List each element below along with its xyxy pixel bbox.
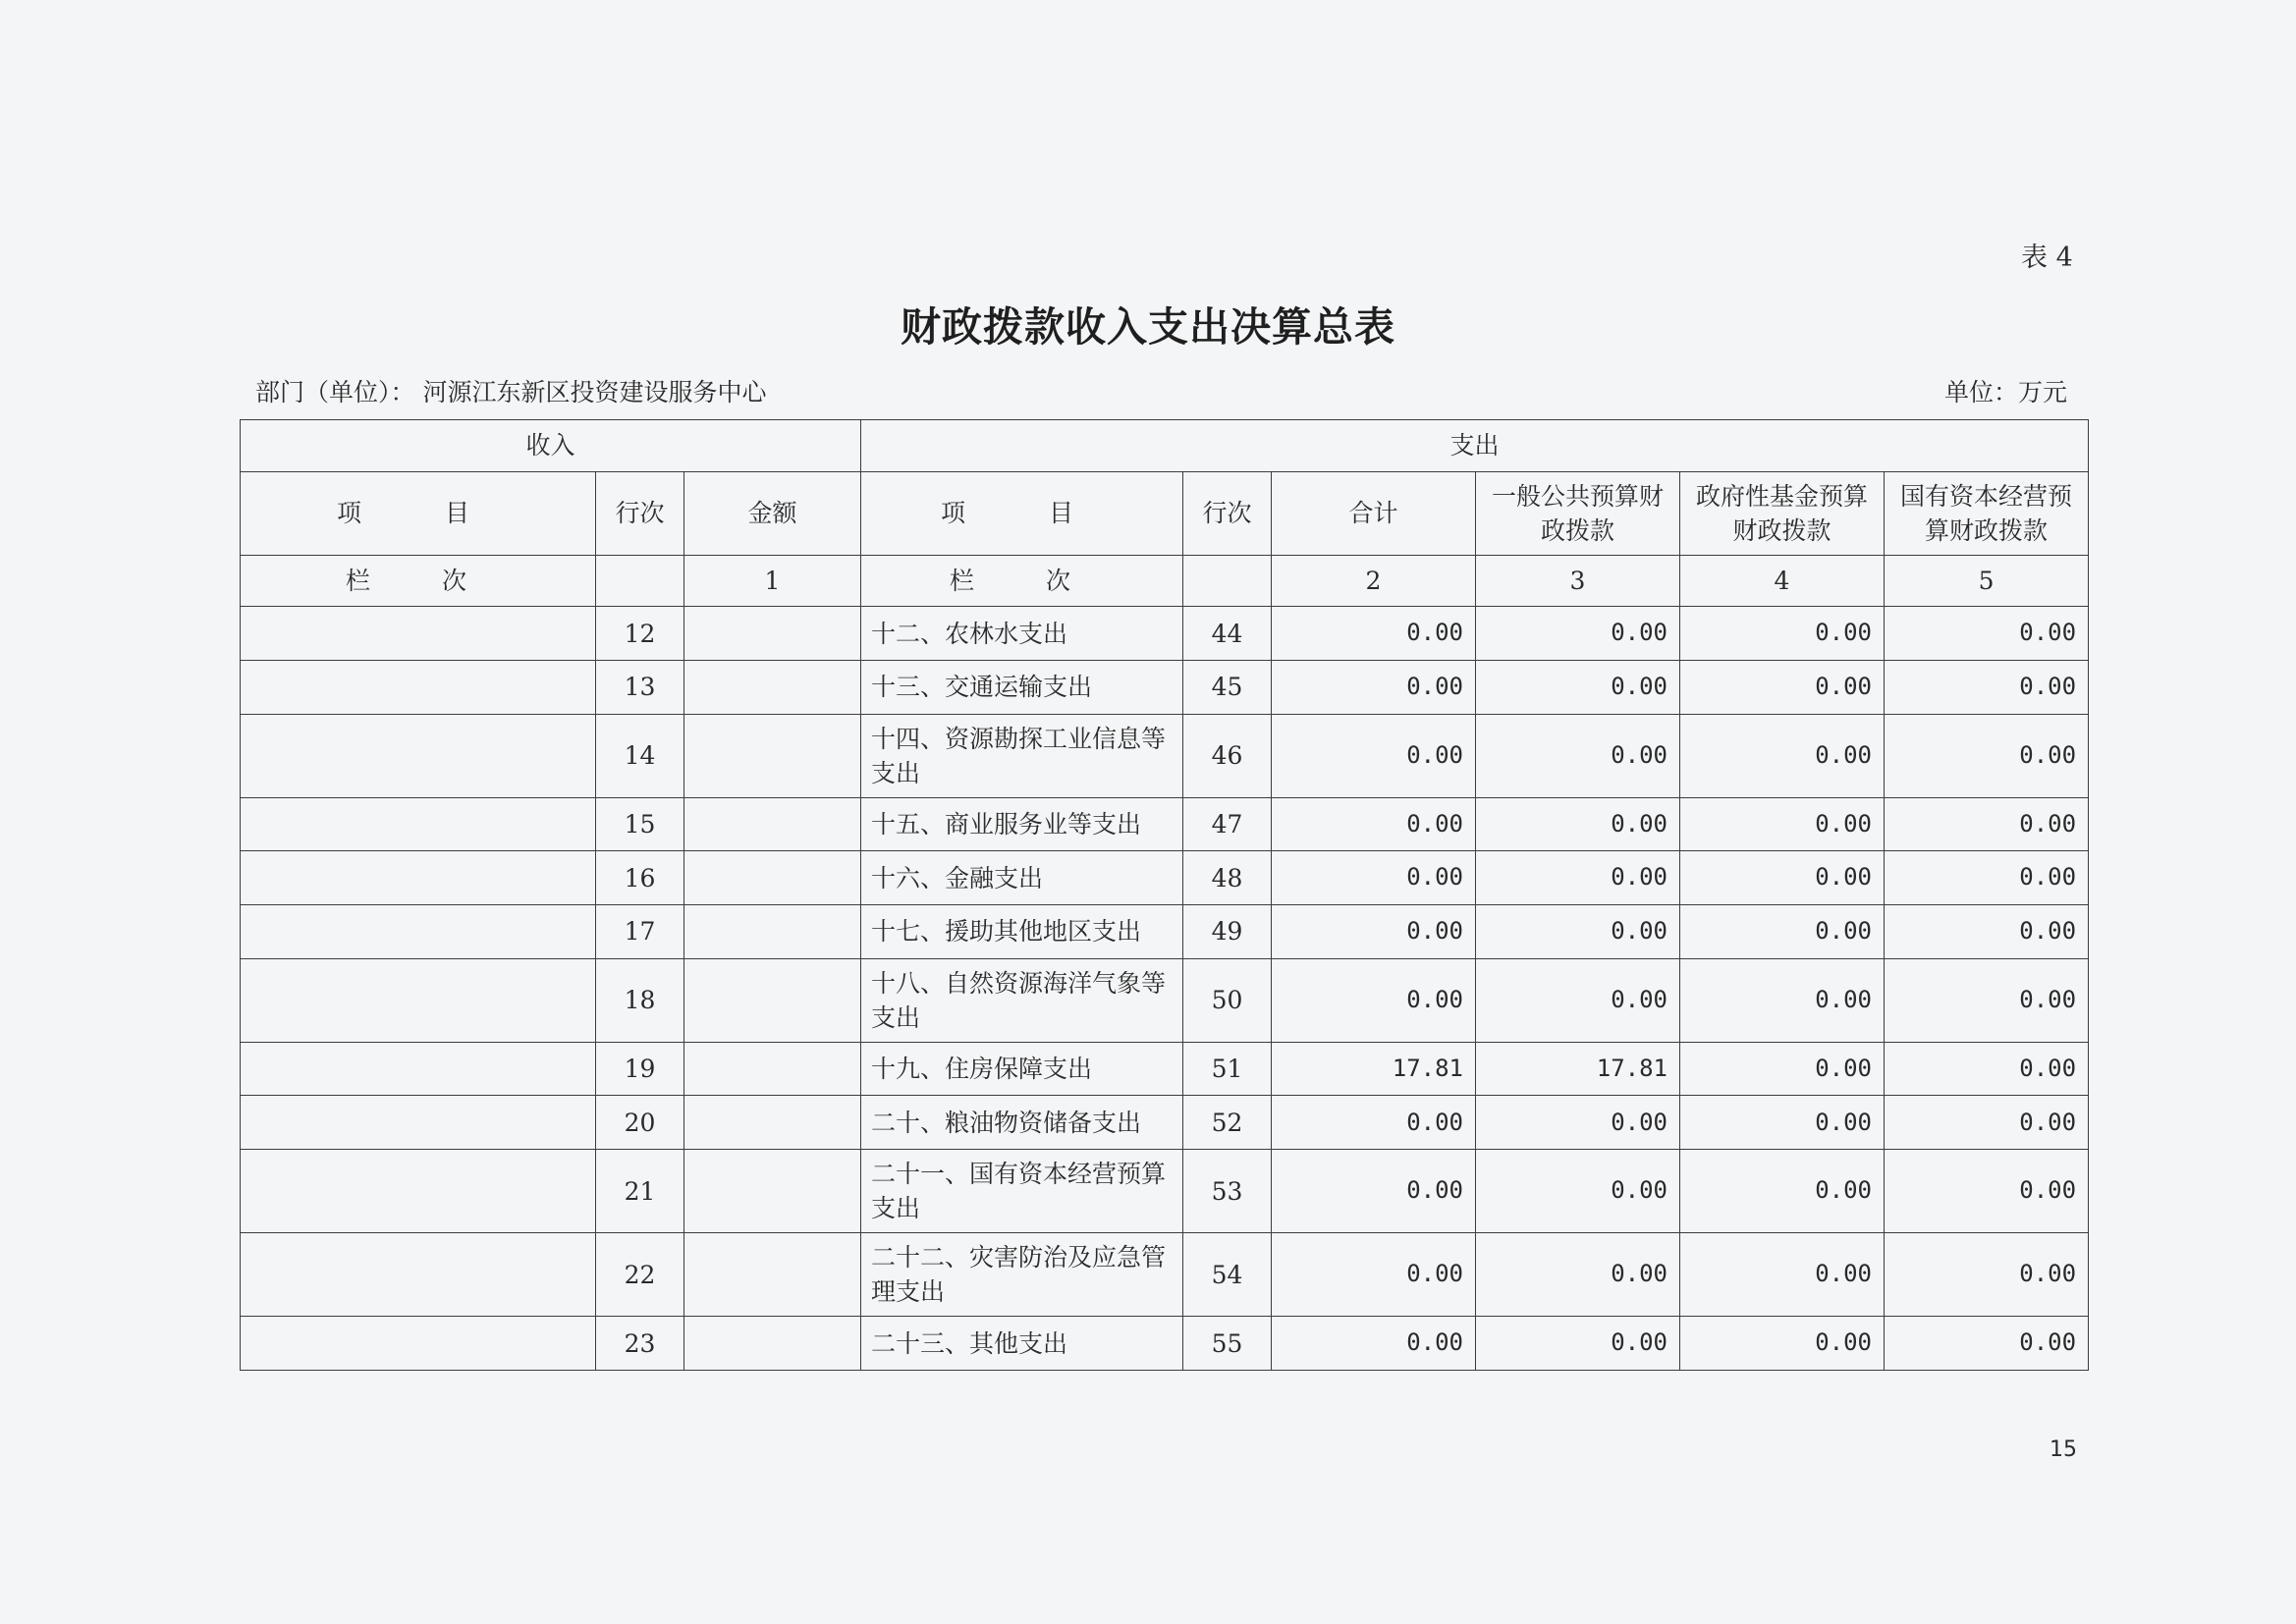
expense-item-cell: 十五、商业服务业等支出 <box>861 797 1183 851</box>
expense-item-cell: 十二、农林水支出 <box>861 607 1183 661</box>
total-cell: 0.00 <box>1272 851 1476 905</box>
gov-fund-cell: 0.00 <box>1680 1096 1885 1150</box>
income-line-cell: 15 <box>596 797 684 851</box>
income-item-cell <box>241 905 596 959</box>
income-index-blank <box>596 555 684 607</box>
state-capital-cell: 0.00 <box>1885 1317 2089 1371</box>
expense-index-label: 栏 次 <box>861 555 1183 607</box>
income-amount-cell <box>684 1233 861 1317</box>
income-item-header: 项 目 <box>241 471 596 555</box>
income-line-cell: 19 <box>596 1042 684 1096</box>
expense-group-header: 支出 <box>861 420 2089 472</box>
page-number: 15 <box>2050 1437 2077 1462</box>
table-row <box>241 661 2089 715</box>
table-row <box>241 1150 2089 1233</box>
expense-line-cell: 50 <box>1183 958 1272 1042</box>
expense-line-cell: 45 <box>1183 661 1272 715</box>
expense-line-cell: 49 <box>1183 905 1272 959</box>
expense-line-cell: 46 <box>1183 714 1272 797</box>
state-capital-cell: 0.00 <box>1885 714 2089 797</box>
income-line-header: 行次 <box>596 471 684 555</box>
table-row <box>241 905 2089 959</box>
income-amount-index: 1 <box>684 555 861 607</box>
general-budget-cell: 0.00 <box>1476 661 1680 715</box>
table-row <box>241 1042 2089 1096</box>
total-cell: 0.00 <box>1272 661 1476 715</box>
general-budget-cell: 0.00 <box>1476 607 1680 661</box>
general-budget-cell: 0.00 <box>1476 1150 1680 1233</box>
table-row <box>241 1233 2089 1317</box>
total-cell: 0.00 <box>1272 714 1476 797</box>
state-capital-cell: 0.00 <box>1885 661 2089 715</box>
state-capital-cell: 0.00 <box>1885 1096 2089 1150</box>
table-row <box>241 797 2089 851</box>
income-item-cell <box>241 714 596 797</box>
general-budget-cell: 0.00 <box>1476 851 1680 905</box>
total-header: 合计 <box>1272 471 1476 555</box>
expense-line-header: 行次 <box>1183 471 1272 555</box>
expense-item-cell: 十七、援助其他地区支出 <box>861 905 1183 959</box>
state-index: 5 <box>1885 555 2089 607</box>
income-item-cell <box>241 661 596 715</box>
gov-fund-cell: 0.00 <box>1680 661 1885 715</box>
income-item-cell <box>241 607 596 661</box>
income-item-cell <box>241 958 596 1042</box>
income-amount-cell <box>684 607 861 661</box>
total-cell: 0.00 <box>1272 607 1476 661</box>
gov-fund-cell: 0.00 <box>1680 958 1885 1042</box>
expense-item-cell: 二十三、其他支出 <box>861 1317 1183 1371</box>
state-capital-cell: 0.00 <box>1885 797 2089 851</box>
income-line-cell: 20 <box>596 1096 684 1150</box>
income-amount-cell <box>684 797 861 851</box>
general-budget-cell: 0.00 <box>1476 958 1680 1042</box>
income-line-cell: 23 <box>596 1317 684 1371</box>
income-line-cell: 12 <box>596 607 684 661</box>
expense-line-cell: 53 <box>1183 1150 1272 1233</box>
income-amount-cell <box>684 1317 861 1371</box>
income-line-cell: 18 <box>596 958 684 1042</box>
table-header <box>241 420 2089 607</box>
unit-label: 单位：万元 <box>1944 378 2068 406</box>
income-amount-cell <box>684 851 861 905</box>
income-index-label: 栏 次 <box>241 555 596 607</box>
expense-line-cell: 54 <box>1183 1233 1272 1317</box>
income-line-cell: 22 <box>596 1233 684 1317</box>
table-row <box>241 714 2089 797</box>
income-amount-cell <box>684 661 861 715</box>
gov-fund-cell: 0.00 <box>1680 1233 1885 1317</box>
expense-line-cell: 48 <box>1183 851 1272 905</box>
total-cell: 0.00 <box>1272 905 1476 959</box>
income-line-cell: 17 <box>596 905 684 959</box>
income-amount-cell <box>684 714 861 797</box>
total-cell: 0.00 <box>1272 797 1476 851</box>
expense-index-blank <box>1183 555 1272 607</box>
expense-line-cell: 51 <box>1183 1042 1272 1096</box>
gov-index: 4 <box>1680 555 1885 607</box>
general-budget-header: 一般公共预算财政拨款 <box>1476 471 1680 555</box>
income-item-cell <box>241 1150 596 1233</box>
general-budget-cell: 0.00 <box>1476 1096 1680 1150</box>
total-cell: 0.00 <box>1272 1150 1476 1233</box>
gov-fund-cell: 0.00 <box>1680 1317 1885 1371</box>
total-index: 2 <box>1272 555 1476 607</box>
gov-fund-cell: 0.00 <box>1680 1042 1885 1096</box>
total-cell: 17.81 <box>1272 1042 1476 1096</box>
expense-line-cell: 44 <box>1183 607 1272 661</box>
table-row <box>241 1317 2089 1371</box>
income-item-cell <box>241 1042 596 1096</box>
income-item-cell <box>241 1096 596 1150</box>
general-index: 3 <box>1476 555 1680 607</box>
income-line-cell: 14 <box>596 714 684 797</box>
income-item-cell <box>241 851 596 905</box>
gov-fund-cell: 0.00 <box>1680 851 1885 905</box>
state-capital-cell: 0.00 <box>1885 958 2089 1042</box>
income-amount-cell <box>684 958 861 1042</box>
table-row <box>241 958 2089 1042</box>
income-group-header: 收入 <box>241 420 861 472</box>
gov-fund-cell: 0.00 <box>1680 714 1885 797</box>
state-capital-cell: 0.00 <box>1885 1150 2089 1233</box>
state-capital-cell: 0.00 <box>1885 905 2089 959</box>
gov-fund-cell: 0.00 <box>1680 905 1885 959</box>
budget-table <box>240 419 2089 1371</box>
expense-line-cell: 55 <box>1183 1317 1272 1371</box>
general-budget-cell: 17.81 <box>1476 1042 1680 1096</box>
page-title: 财政拨款收入支出决算总表 <box>901 303 1395 351</box>
table-row <box>241 607 2089 661</box>
general-budget-cell: 0.00 <box>1476 714 1680 797</box>
state-capital-cell: 0.00 <box>1885 851 2089 905</box>
income-item-cell <box>241 1233 596 1317</box>
state-capital-cell: 0.00 <box>1885 607 2089 661</box>
state-capital-header: 国有资本经营预算财政拨款 <box>1885 471 2089 555</box>
state-capital-cell: 0.00 <box>1885 1042 2089 1096</box>
expense-item-cell: 十八、自然资源海洋气象等支出 <box>861 958 1183 1042</box>
gov-fund-cell: 0.00 <box>1680 797 1885 851</box>
expense-item-cell: 二十二、灾害防治及应急管理支出 <box>861 1233 1183 1317</box>
income-amount-cell <box>684 905 861 959</box>
gov-fund-cell: 0.00 <box>1680 607 1885 661</box>
expense-item-cell: 十九、住房保障支出 <box>861 1042 1183 1096</box>
gov-fund-header: 政府性基金预算财政拨款 <box>1680 471 1885 555</box>
table-number: 表 4 <box>2021 243 2073 273</box>
general-budget-cell: 0.00 <box>1476 905 1680 959</box>
income-amount-cell <box>684 1096 861 1150</box>
total-cell: 0.00 <box>1272 1233 1476 1317</box>
department-label: 部门（单位）： 河源江东新区投资建设服务中心 <box>255 378 767 406</box>
expense-item-cell: 十四、资源勘探工业信息等支出 <box>861 714 1183 797</box>
income-line-cell: 16 <box>596 851 684 905</box>
table-body <box>241 607 2089 1371</box>
expense-item-cell: 二十一、国有资本经营预算支出 <box>861 1150 1183 1233</box>
expense-item-cell: 十三、交通运输支出 <box>861 661 1183 715</box>
income-item-cell <box>241 1317 596 1371</box>
income-line-cell: 13 <box>596 661 684 715</box>
state-capital-cell: 0.00 <box>1885 1233 2089 1317</box>
income-amount-cell <box>684 1042 861 1096</box>
income-item-cell <box>241 797 596 851</box>
general-budget-cell: 0.00 <box>1476 1317 1680 1371</box>
table-row <box>241 851 2089 905</box>
income-amount-cell <box>684 1150 861 1233</box>
general-budget-cell: 0.00 <box>1476 797 1680 851</box>
expense-item-cell: 二十、粮油物资储备支出 <box>861 1096 1183 1150</box>
total-cell: 0.00 <box>1272 1096 1476 1150</box>
expense-line-cell: 47 <box>1183 797 1272 851</box>
total-cell: 0.00 <box>1272 1317 1476 1371</box>
expense-item-cell: 十六、金融支出 <box>861 851 1183 905</box>
expense-item-header: 项 目 <box>861 471 1183 555</box>
table-row <box>241 1096 2089 1150</box>
total-cell: 0.00 <box>1272 958 1476 1042</box>
expense-line-cell: 52 <box>1183 1096 1272 1150</box>
income-amount-header: 金额 <box>684 471 861 555</box>
gov-fund-cell: 0.00 <box>1680 1150 1885 1233</box>
income-line-cell: 21 <box>596 1150 684 1233</box>
general-budget-cell: 0.00 <box>1476 1233 1680 1317</box>
